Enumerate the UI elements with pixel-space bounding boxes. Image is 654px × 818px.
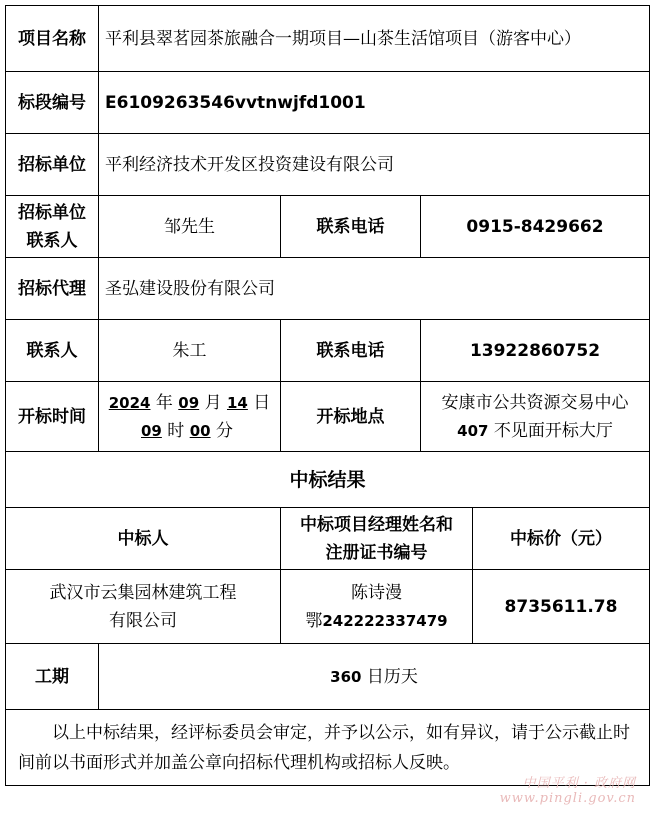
row-result-values bbox=[6, 570, 650, 644]
open-day: 14 bbox=[226, 393, 248, 412]
hour-char: 时 bbox=[167, 420, 185, 441]
winner-line1: 武汉市云集园林建筑工程 bbox=[49, 582, 237, 603]
open-date bbox=[105, 389, 274, 417]
manager-value bbox=[281, 570, 473, 644]
row-bid-section bbox=[6, 72, 650, 134]
project-name-value: 平利县翠茗园茶旅融合一期项目—山茶生活馆项目（游客中心） bbox=[99, 6, 650, 72]
price-header: 中标价（元） bbox=[473, 508, 650, 570]
notice-text: 以上中标结果，经评标委员会审定，并予以公示，如有异议，请于公示截止时间前以书面形式并加盖公章向招标代理机构或招标人反映。 bbox=[6, 710, 650, 786]
open-place-line2: 不见面开标大厅 bbox=[493, 420, 613, 441]
watermark-line2: www.pingli.gov.cn bbox=[499, 791, 636, 806]
tenderer-contact-label-line2: 联系人 bbox=[26, 230, 78, 251]
watermark-line1: 中国平利 · 政府网 bbox=[522, 776, 636, 791]
manager-header bbox=[281, 508, 473, 570]
row-result-headers bbox=[6, 508, 650, 570]
winner-header: 中标人 bbox=[6, 508, 281, 570]
day-char: 日 bbox=[253, 392, 271, 413]
project-name-label: 项目名称 bbox=[6, 6, 99, 72]
bid-section-value: E6109263546vvtnwjfd1001 bbox=[99, 72, 650, 134]
result-heading: 中标结果 bbox=[6, 452, 650, 508]
row-project-name bbox=[6, 6, 650, 72]
manager-cert-prefix: 鄂 bbox=[305, 610, 323, 631]
manager-cert bbox=[287, 607, 466, 635]
period-label: 工期 bbox=[6, 644, 99, 710]
agent-phone-label: 联系电话 bbox=[281, 320, 421, 382]
manager-cert-no: 242222337479 bbox=[322, 611, 448, 630]
row-period bbox=[6, 644, 650, 710]
award-table bbox=[5, 5, 650, 786]
row-agent bbox=[6, 258, 650, 320]
open-minute: 00 bbox=[189, 421, 211, 440]
open-place-label: 开标地点 bbox=[281, 382, 421, 452]
winner-value bbox=[6, 570, 281, 644]
agent-phone-value: 13922860752 bbox=[421, 320, 650, 382]
tenderer-contact-label bbox=[6, 196, 99, 258]
open-place-value bbox=[421, 382, 650, 452]
agent-contact-label: 联系人 bbox=[6, 320, 99, 382]
site-watermark bbox=[500, 776, 636, 806]
manager-header-line1: 中标项目经理姓名和 bbox=[300, 514, 453, 535]
open-year: 2024 bbox=[108, 393, 151, 412]
open-hour: 09 bbox=[141, 421, 162, 440]
open-place-line2-wrap bbox=[427, 417, 643, 445]
open-place-line1: 安康市公共资源交易中心 bbox=[441, 392, 629, 413]
open-time-label: 开标时间 bbox=[6, 382, 99, 452]
open-time-value bbox=[99, 382, 281, 452]
open-place-num: 407 bbox=[457, 421, 489, 440]
bid-section-label: 标段编号 bbox=[6, 72, 99, 134]
year-char: 年 bbox=[155, 392, 173, 413]
row-agent-contact bbox=[6, 320, 650, 382]
month-char: 月 bbox=[204, 392, 222, 413]
agent-value: 圣弘建设股份有限公司 bbox=[99, 258, 650, 320]
price-value: 8735611.78 bbox=[473, 570, 650, 644]
minute-char: 分 bbox=[215, 420, 233, 441]
row-result-heading bbox=[6, 452, 650, 508]
winner-line2: 有限公司 bbox=[109, 610, 177, 631]
agent-label: 招标代理 bbox=[6, 258, 99, 320]
row-tenderer-contact bbox=[6, 196, 650, 258]
tenderer-contact-value: 邹先生 bbox=[99, 196, 281, 258]
agent-contact-value: 朱工 bbox=[99, 320, 281, 382]
tenderer-label: 招标单位 bbox=[6, 134, 99, 196]
tenderer-phone-label: 联系电话 bbox=[281, 196, 421, 258]
period-number: 360 bbox=[330, 667, 362, 686]
tenderer-contact-label-line1: 招标单位 bbox=[18, 202, 86, 223]
period-unit: 日历天 bbox=[366, 666, 418, 687]
manager-name: 陈诗漫 bbox=[351, 582, 402, 603]
row-tenderer bbox=[6, 134, 650, 196]
period-value bbox=[99, 644, 650, 710]
tenderer-value: 平利经济技术开发区投资建设有限公司 bbox=[99, 134, 650, 196]
open-clock bbox=[105, 417, 274, 445]
row-notice bbox=[6, 710, 650, 786]
open-month: 09 bbox=[178, 393, 200, 412]
row-open-time bbox=[6, 382, 650, 452]
manager-header-line2: 注册证书编号 bbox=[325, 542, 428, 563]
tenderer-phone-value: 0915-8429662 bbox=[421, 196, 650, 258]
